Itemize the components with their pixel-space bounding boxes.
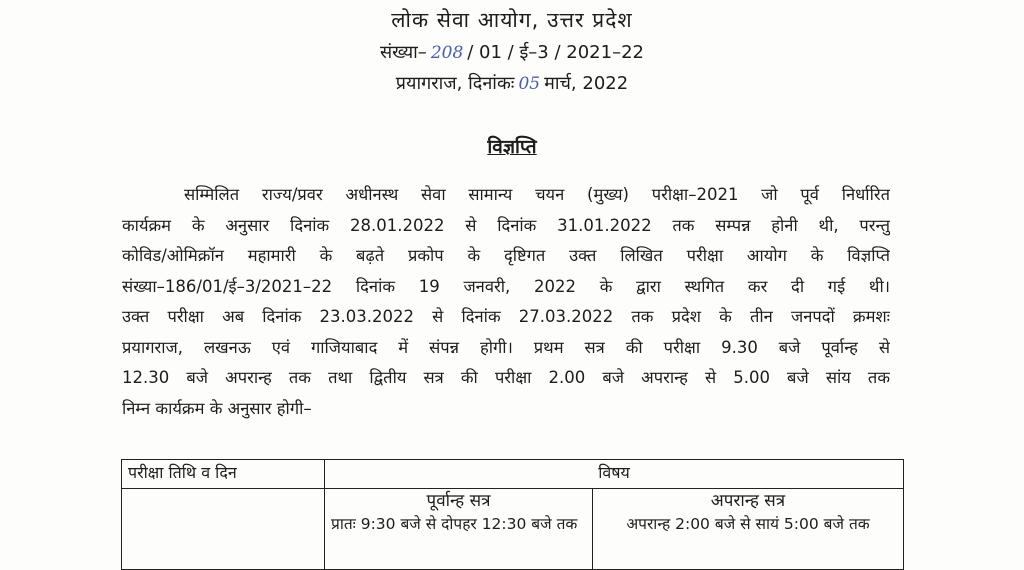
afternoon-session-cell (593, 489, 904, 570)
date-suffix: मार्च, 2022 (544, 73, 629, 94)
commission-title: लोक सेवा आयोग, उत्तर प्रदेश (391, 8, 633, 32)
notice-line: 12.30 बजे अपरान्ह तक तथा द्वितीय सत्र की परीक्षा 2.00 बजे अपरान्ह से 5.00 बजे सांय तक (122, 368, 890, 387)
notice-heading-text: विज्ञप्ति (487, 136, 537, 158)
handwritten-reference-number: 208 (430, 43, 464, 63)
issue-date (0, 71, 1024, 95)
handwritten-date-day: 05 (518, 74, 541, 94)
table-header-row (122, 460, 904, 489)
morning-session-title: पूर्वान्ह सत्र (426, 491, 491, 511)
notice-line: प्रयागराज, लखनऊ एवं गाजियाबाद में संपन्न होगी। प्रथम सत्र की परीक्षा 9.30 बजे पूर्वान्ह से (122, 337, 890, 357)
column-header-subject: विषय (325, 460, 904, 489)
date-cell-empty (122, 489, 325, 570)
exam-schedule-table (121, 459, 904, 570)
column-header-date: परीक्षा तिथि व दिन (122, 460, 325, 489)
notice-line: कोविड/ओमिक्रॉन महामारी के बढ़ते प्रकोप के दृष्टिगत उक्त लिखित परीक्षा आयोग के विज्ञप्ति (122, 246, 890, 265)
notice-line: निम्न कार्यक्रम के अनुसार होगी– (122, 398, 312, 418)
date-prefix: प्रयागराज, दिनांकः (395, 73, 515, 94)
notice-heading (0, 133, 1024, 159)
reference-prefix: संख्या– (380, 42, 427, 63)
session-row (122, 489, 904, 570)
notice-line: कार्यक्रम के अनुसार दिनांक 28.01.2022 से दिनांक 31.01.2022 तक सम्पन्न होनी थी, परन्तु (122, 215, 890, 235)
afternoon-session-time: अपरान्ह 2:00 बजे से सायं 5:00 बजे तक (626, 515, 870, 533)
reference-suffix: / 01 / ई–3 / 2021–22 (467, 42, 644, 63)
notice-line: संख्या–186/01/ई–3/2021–22 दिनांक 19 जनवरी, 2022 के द्वारा स्थगित कर दी गई थी। (122, 276, 890, 296)
morning-session-cell (325, 489, 593, 570)
afternoon-session-title: अपरान्ह सत्र (710, 491, 786, 511)
notice-body (122, 180, 890, 424)
morning-session-time: प्रातः 9:30 बजे से दोपहर 12:30 बजे तक (331, 515, 578, 533)
reference-number (0, 40, 1024, 64)
notice-line: उक्त परीक्षा अब दिनांक 23.03.2022 से दिनांक 27.03.2022 तक प्रदेश के तीन जनपदों क्रमशः (122, 307, 890, 326)
notice-line: सम्मिलित राज्य/प्रवर अधीनस्थ सेवा सामान्य चयन (मुख्य) परीक्षा–2021 जो पूर्व निर्धारित (184, 185, 890, 204)
